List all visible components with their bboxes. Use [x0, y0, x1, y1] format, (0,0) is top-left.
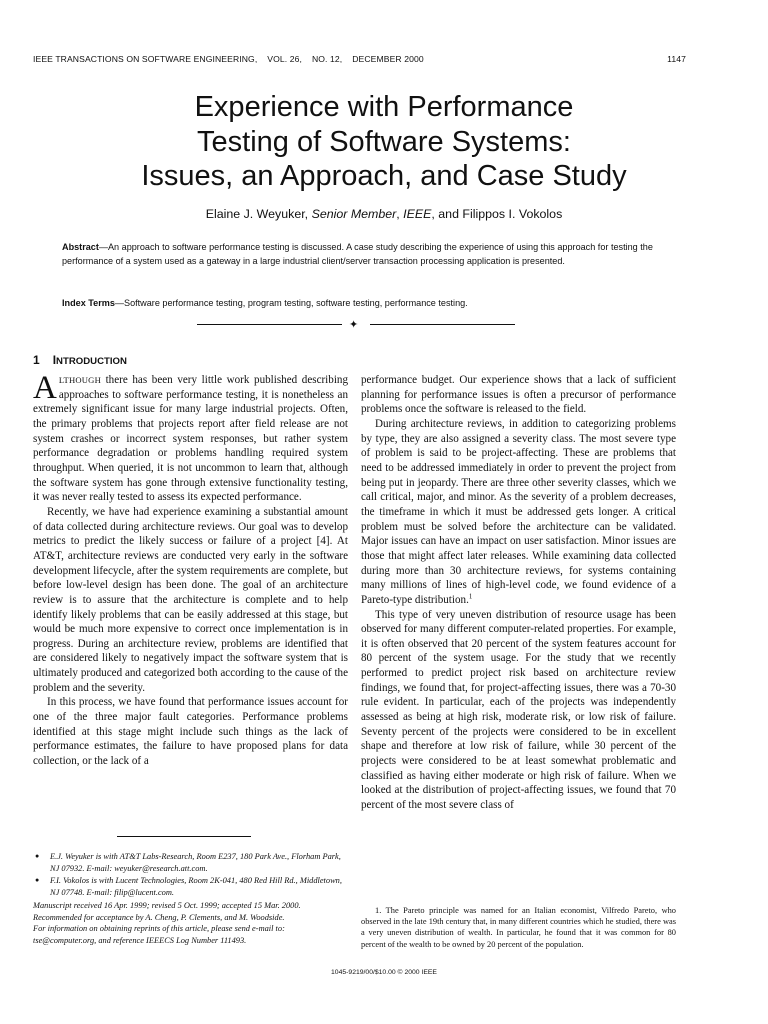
title-line-1: Experience with Performance — [194, 91, 574, 123]
paragraph — [361, 417, 676, 608]
affiliation-item — [33, 875, 349, 898]
author-1-role: Senior Member — [311, 207, 397, 221]
paragraph: performance budget. Our experience shows that a lack of sufficient planning for performance issues is often a precursor of performance problems once the software is released to the field. — [361, 374, 676, 416]
paper-title — [0, 90, 768, 194]
manuscript-received: Manuscript received 16 Apr. 1999; revised 5 Oct. 1999; accepted 15 Mar. 2000. — [33, 901, 301, 910]
author-line: Elaine J. Weyuker, Senior Member, IEEE, and Filippos I. Vokolos — [205, 207, 563, 221]
footnote-text: 1. The Pareto principle was named for an Italian economist, Vilfredo Pareto, who observed in the late 19th century that, in many different countries which he studied, there was a very uneven distribution of wealth. In particular, he found that it was common for 80 percent of the wealth to be owned by 20 percent of the population. — [361, 906, 676, 949]
issue-number: NO. 12, — [311, 54, 343, 64]
paragraph: In this process, we have found that performance issues account for one of the three major fault categories. Performance problems identified at this stage might include such things as the lack of performance estimates, the failure to have proposed plans for data collection, or the lack of a — [33, 696, 348, 768]
paragraph: Recently, we have had experience examining a substantial amount of data collected during architecture reviews. Our goal was to develop metrics to predict the likely success or failure of a project [4]. At AT&T, architecture reviews are conducted very early in the software development lifecycle, after the system requirements are complete, but before low-level design has been done. The goal of an architecture review is to assure that the architecture is complete and to help identify likely problems that can be easily addressed at this stage, but would be much more expensive to correct once implementation is in progress. During an architecture review, problems are identified that are considered likely to negatively impact the software system that is ultimately produced and categorized both according to the cause of the problem and the severity. — [33, 505, 348, 694]
running-head — [33, 54, 686, 64]
body-column-right — [361, 373, 676, 813]
author-affiliations — [33, 851, 349, 899]
section-heading — [33, 353, 127, 367]
affiliation-text: E.J. Weyuker is with AT&T Labs-Research, Room E237, 180 Park Ave., Florham Park, NJ 07932. E-mail: weyuker@research.att.com. — [50, 852, 341, 873]
volume: VOL. 26, — [267, 54, 302, 64]
divider-line-right — [370, 324, 515, 325]
section-title-rest: NTRODUCTION — [56, 356, 127, 367]
lead-word: LTHOUGH — [58, 375, 101, 385]
bullet-icon: ● — [35, 876, 40, 885]
affiliation-text: F.I. Vokolos is with Lucent Technologies, Room 2K-041, 480 Red Hill Rd., Middletown, NJ 07748. E-mail: filip@lucent.com. — [50, 876, 342, 897]
divider-line-left — [197, 324, 342, 325]
manuscript-reprints: For information on obtaining reprints of this article, please send e-mail to: tse@computer.org, and reference IEEECS Log Number 111493. — [33, 924, 285, 945]
index-terms-label: Index Terms — [62, 298, 115, 308]
abstract — [62, 241, 662, 268]
author-1-org: IEEE — [403, 207, 432, 221]
page-number: 1147 — [667, 54, 686, 64]
title-line-3: Issues, an Approach, and Case Study — [141, 160, 627, 192]
section-title-initial: I — [52, 353, 57, 367]
author-2: , and Filippos I. Vokolos — [431, 207, 563, 221]
abstract-label: Abstract — [62, 242, 99, 252]
copyright-line: 1045-9219/00/$10.00 © 2000 IEEE — [331, 969, 437, 976]
footnote-mark: 1 — [468, 592, 473, 601]
title-line-2: Testing of Software Systems: — [197, 125, 571, 158]
journal-name: IEEE TRANSACTIONS ON SOFTWARE ENGINEERING, — [33, 54, 258, 64]
paragraph — [33, 370, 348, 505]
paragraph: This type of very uneven distribution of resource usage has been observed for many different computer-related properties. For example, it is often observed that 20 percent of the system features account for 80 percent of the system usage. For the study that we recently performed to predict project risk based on architecture review findings, we found that, for project-affecting issues, there was a 70-30 rule evident. In particular, each of the projects was independently assessed as being at high risk, moderate risk, or low risk of failure. Seventy percent of the projects were considered to be in excellent shape and therefore at low risk of failure, while 30 percent of the projects were considered to be at least somewhat problematic and classified as having either moderate or high risk of failure. When we looked at the distribution of project-affecting issues, we found that 70 percent of the most severe class of — [361, 608, 676, 812]
bullet-icon: ● — [35, 852, 40, 860]
paragraph-text: there has been very little work published describing approaches to software performance testing, it is nonetheless an extremely significant issue for many large industrial projects. Often, the primary problems that projects report after field release are not system crashes or incorrect system responses, but rather system performance degradation or problems handling required system throughput. When queried, it is not uncommon to learn that, although the software system has gone through extensive functionality testing, it was never really tested to assess its expected performance. — [33, 374, 348, 504]
footnote-rule — [117, 836, 251, 837]
section-number: 1 — [33, 353, 40, 367]
index-terms-text: —Software performance testing, program testing, software testing, performance testing. — [114, 298, 468, 308]
diamond-icon: ✦ — [349, 319, 359, 331]
manuscript-recommended: Recommended for acceptance by A. Cheng, P. Clements, and M. Woodside. — [33, 912, 285, 922]
issue-date: DECEMBER 2000 — [352, 54, 424, 64]
abstract-text: —An approach to software performance testing is discussed. A case study describing the experience of using this approach for testing the performance of a system used as a gateway in a large industrial client/server transaction processing application is presented. — [62, 242, 653, 266]
body-column-left — [33, 370, 348, 769]
footnote — [361, 905, 676, 950]
author-1: Elaine J. Weyuker, — [205, 207, 309, 221]
drop-cap: A — [33, 370, 57, 406]
manuscript-info — [33, 900, 349, 946]
section-divider — [197, 319, 515, 331]
affiliation-item — [33, 851, 349, 874]
paragraph-text: During architecture reviews, in addition to categorizing problems by type, they are also assigned a severity class. The most severe type of problem is said to be project-affecting. These are problems that need to be addressed immediately in order to prevent the project from being put in jeopardy. There are three other severity classes, which we call critical, major, and minor. As the severity of a problem decreases, the timeframe in which it must be addressed gets longer. A critical problem must be solved before the architecture can be validated. Major issues can have an impact on user satisfaction. Minor issues are those that might affect later releases. While examining data collected during more than 30 architecture reviews, for systems containing many millions of lines of high-level code, we found evidence of a Pareto-type distribution. — [361, 417, 676, 606]
index-terms — [62, 297, 662, 311]
